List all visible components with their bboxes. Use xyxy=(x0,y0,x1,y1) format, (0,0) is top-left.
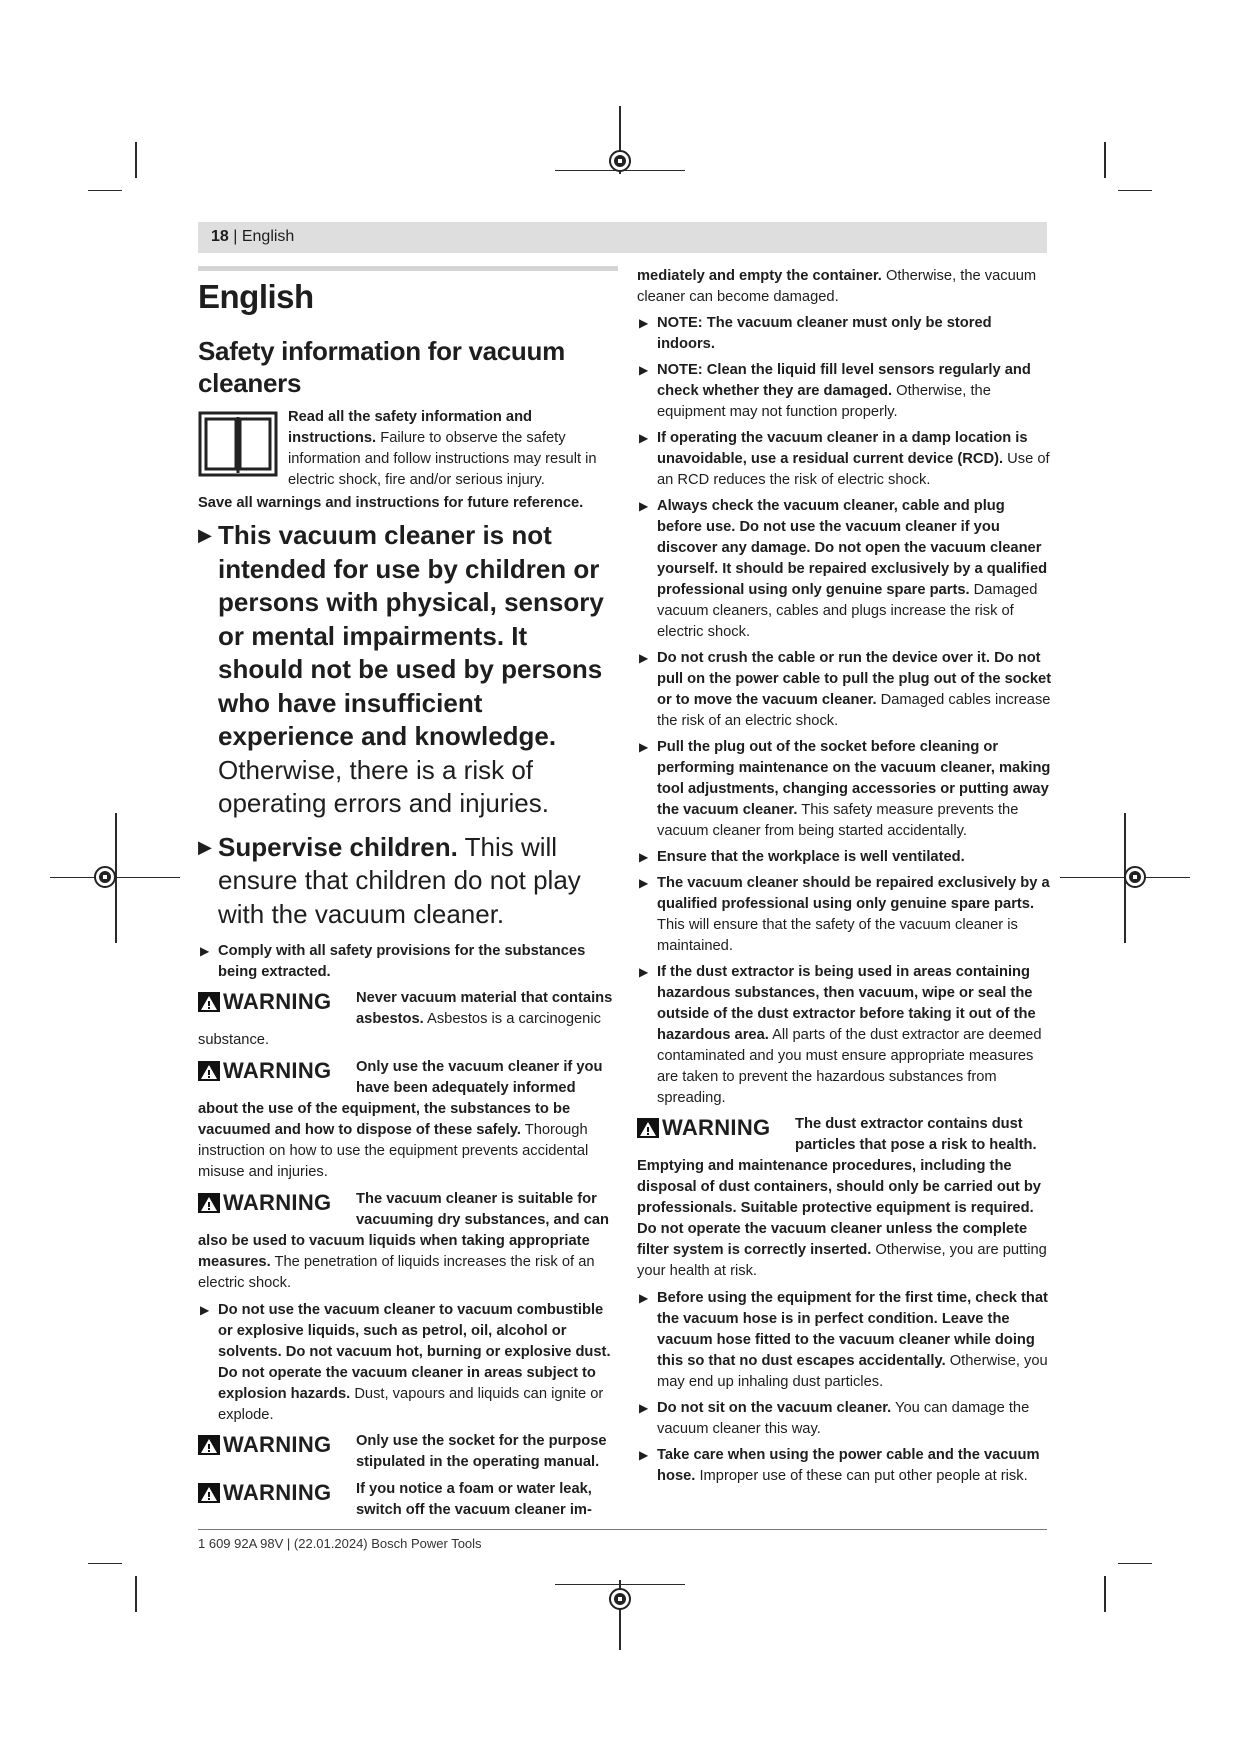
bullet-triangle-icon: ▶ xyxy=(639,1448,649,1462)
read-manual-icon xyxy=(198,407,278,477)
list-item: ▶ NOTE: Clean the liquid fill level sensors regularly and check whether they are damaged. Otherwise, the equipment may not function properly. xyxy=(639,362,1031,420)
warning-block: WARNING The dust extractor contains dust particles that pose a risk to health. Emptying and maintenance procedures, including the disposal of dust containers, should only be carried out by professionals. Suitable protective equipment is required. Do not operate the vacuum cleaner unless the complete filter system is correctly inserted. Otherwise, you are putting your health at risk. xyxy=(637,1115,1047,1279)
warning-label: WARNING xyxy=(198,1059,356,1083)
warning-block: WARNING If you notice a foam or water leak, switch off the vacuum cleaner im- xyxy=(198,1479,618,1521)
left-column xyxy=(198,266,618,1527)
list-item: ▶ Before using the equipment for the first time, check that the vacuum hose is in perfect condition. Leave the vacuum hose fitted to the vacuum cleaner while doing this so that no dust escapes accidentally. Otherwise, you may end up inhaling dust particles. xyxy=(639,1290,1048,1390)
section-heading: Safety information for vacuum cleaners xyxy=(198,336,565,398)
bullet-triangle-icon: ▶ xyxy=(639,740,649,754)
crop-mark xyxy=(135,142,137,178)
warning-triangle-icon xyxy=(198,1435,220,1455)
intro-paragraph xyxy=(288,407,618,491)
crop-mark xyxy=(555,1584,685,1585)
bullet-triangle-icon: ▶ xyxy=(639,316,649,330)
registration-mark-icon xyxy=(609,150,631,172)
list-item: ▶ Take care when using the power cable and the vacuum hose. Improper use of these can put other people at risk. xyxy=(639,1447,1040,1484)
page-number-label xyxy=(211,228,294,246)
page-title: English xyxy=(198,278,314,315)
page-number: 18 xyxy=(211,228,229,245)
crop-mark xyxy=(1104,1576,1106,1612)
bullet-triangle-icon: ▶ xyxy=(639,651,649,665)
crop-mark xyxy=(135,1576,137,1612)
intro-bold: Read all the safety information and instructions. xyxy=(288,409,533,446)
read-manual-block xyxy=(198,407,618,491)
warning-triangle-icon xyxy=(637,1118,659,1138)
warning-triangle-icon xyxy=(198,1061,220,1081)
crop-mark xyxy=(1118,190,1152,191)
registration-mark-icon xyxy=(94,866,116,888)
save-note: Save all warnings and instructions for future reference. xyxy=(198,495,584,511)
bullet-triangle-icon: ▶ xyxy=(200,944,210,958)
list-item: ▶ Do not crush the cable or run the device over it. Do not pull on the power cable to pull the plug out of the socket or to move the vacuum cleaner. Damaged cables increase the risk of an electric shock. xyxy=(639,650,1052,729)
bullet-triangle-icon: ▶ xyxy=(639,363,649,377)
list-item: ▶ If operating the vacuum cleaner in a damp location is unavoidable, use a residual current device (RCD). Use of an RCD reduces the risk of electric shock. xyxy=(639,430,1050,488)
list-item: ▶ Supervise children. This will ensure that children do not play with the vacuum cleaner. xyxy=(198,831,581,929)
crop-mark xyxy=(1118,1563,1152,1564)
list-item: ▶ NOTE: The vacuum cleaner must only be stored indoors. xyxy=(639,315,992,352)
warning-block: WARNING Only use the socket for the purpose stipulated in the operating manual. xyxy=(198,1431,618,1473)
list-item: ▶ This vacuum cleaner is not intended for use by children or persons with physical, sensory or mental impairments. It should not be used by persons who have insufficient experience and knowledge. Otherwise, there is a risk of operating errors and injuries. xyxy=(198,520,604,818)
warning-label: WARNING xyxy=(198,990,356,1014)
warning-label: WARNING xyxy=(198,1433,356,1457)
bullet-triangle-icon: ▶ xyxy=(200,1303,210,1317)
header-section: English xyxy=(241,228,295,245)
page-header xyxy=(198,222,1047,253)
bullet-triangle-icon: ▶ xyxy=(639,499,649,513)
bullet-triangle-icon: ▶ xyxy=(639,965,649,979)
header-separator: | xyxy=(228,228,242,245)
list-item: ▶ Comply with all safety provisions for the substances being extracted. xyxy=(200,943,586,980)
warning-label: WARNING xyxy=(198,1191,356,1215)
registration-mark-icon xyxy=(1124,866,1146,888)
list-item: ▶ If the dust extractor is being used in areas containing hazardous substances, then vacuum, wipe or seal the outside of the dust extractor before taking it out of the hazardous area. All parts of the dust extractor are deemed contaminated and you must ensure appropriate measures are taken to prevent the hazardous substances from spreading. xyxy=(639,964,1042,1106)
warning-block: WARNING Only use the vacuum cleaner if you have been adequately informed about the use of the equipment, the substances to be vacuumed and how to dispose of these safely. Thorough instruction on how to use the equipment prevents accidental misuse and injuries. xyxy=(198,1058,603,1180)
list-item: ▶ Do not use the vacuum cleaner to vacuum combustible or explosive liquids, such as petrol, oil, alcohol or solvents. Do not vacuum hot, burning or explosive dust. Do not operate the vacuum cleaner in areas subject to explosion hazards. Dust, vapours and liquids can ignite or explode. xyxy=(200,1302,611,1423)
bullet-triangle-icon: ▶ xyxy=(198,836,212,857)
list-item: ▶ Always check the vacuum cleaner, cable and plug before use. Do not use the vacuum cleaner if you discover any damage. Do not open the vacuum cleaner yourself. It should be repaired exclusively by a qualified professional using only genuine spare parts. Damaged vacuum cleaners, cables and plugs increase the risk of electric shock. xyxy=(639,498,1048,640)
crop-mark xyxy=(1104,142,1106,178)
bullet-triangle-icon: ▶ xyxy=(639,431,649,445)
crop-mark xyxy=(88,1563,122,1564)
warning-block: WARNING The vacuum cleaner is suitable for vacuuming dry substances, and can also be used to vacuum liquids when taking appropriate measures. The penetration of liquids increases the risk of an electric shock. xyxy=(198,1190,610,1291)
crop-mark xyxy=(88,190,122,191)
registration-mark-icon xyxy=(609,1588,631,1610)
warning-triangle-icon xyxy=(198,1483,220,1503)
warning-block: WARNING Never vacuum material that contains asbestos. Asbestos is a carcinogenic substance. xyxy=(198,989,613,1048)
page-footer: 1 609 92A 98V | (22.01.2024) Bosch Power Tools xyxy=(198,1536,482,1551)
continued-paragraph: mediately and empty the container. Otherwise, the vacuum cleaner can become damaged. xyxy=(637,268,1037,305)
list-item: ▶ Pull the plug out of the socket before cleaning or performing maintenance on the vacuum cleaner, making tool adjustments, changing accessories or putting away the vacuum cleaner. This safety measure prevents the vacuum cleaner from being started accidentally. xyxy=(639,739,1051,839)
warning-triangle-icon xyxy=(198,992,220,1012)
warning-label: WARNING xyxy=(637,1116,795,1140)
section-rule xyxy=(198,266,618,271)
bullet-triangle-icon: ▶ xyxy=(639,850,649,864)
bullet-triangle-icon: ▶ xyxy=(639,1401,649,1415)
bullet-triangle-icon: ▶ xyxy=(639,876,649,890)
bullet-triangle-icon: ▶ xyxy=(198,525,212,545)
list-item: ▶ Ensure that the workplace is well ventilated. xyxy=(637,847,1052,868)
warning-label: WARNING xyxy=(198,1481,356,1505)
right-column xyxy=(637,266,1052,1492)
warning-triangle-icon xyxy=(198,1193,220,1213)
footer-rule xyxy=(198,1529,1047,1530)
list-item: ▶ The vacuum cleaner should be repaired exclusively by a qualified professional using only genuine spare parts. This will ensure that the safety of the vacuum cleaner is maintained. xyxy=(639,875,1050,954)
list-item: ▶ Do not sit on the vacuum cleaner. You can damage the vacuum cleaner this way. xyxy=(639,1400,1030,1437)
bullet-triangle-icon: ▶ xyxy=(639,1291,649,1305)
intro-text: Failure to observe the safety information and follow instructions may result in electric shock, fire and/or serious injury. xyxy=(288,430,597,488)
